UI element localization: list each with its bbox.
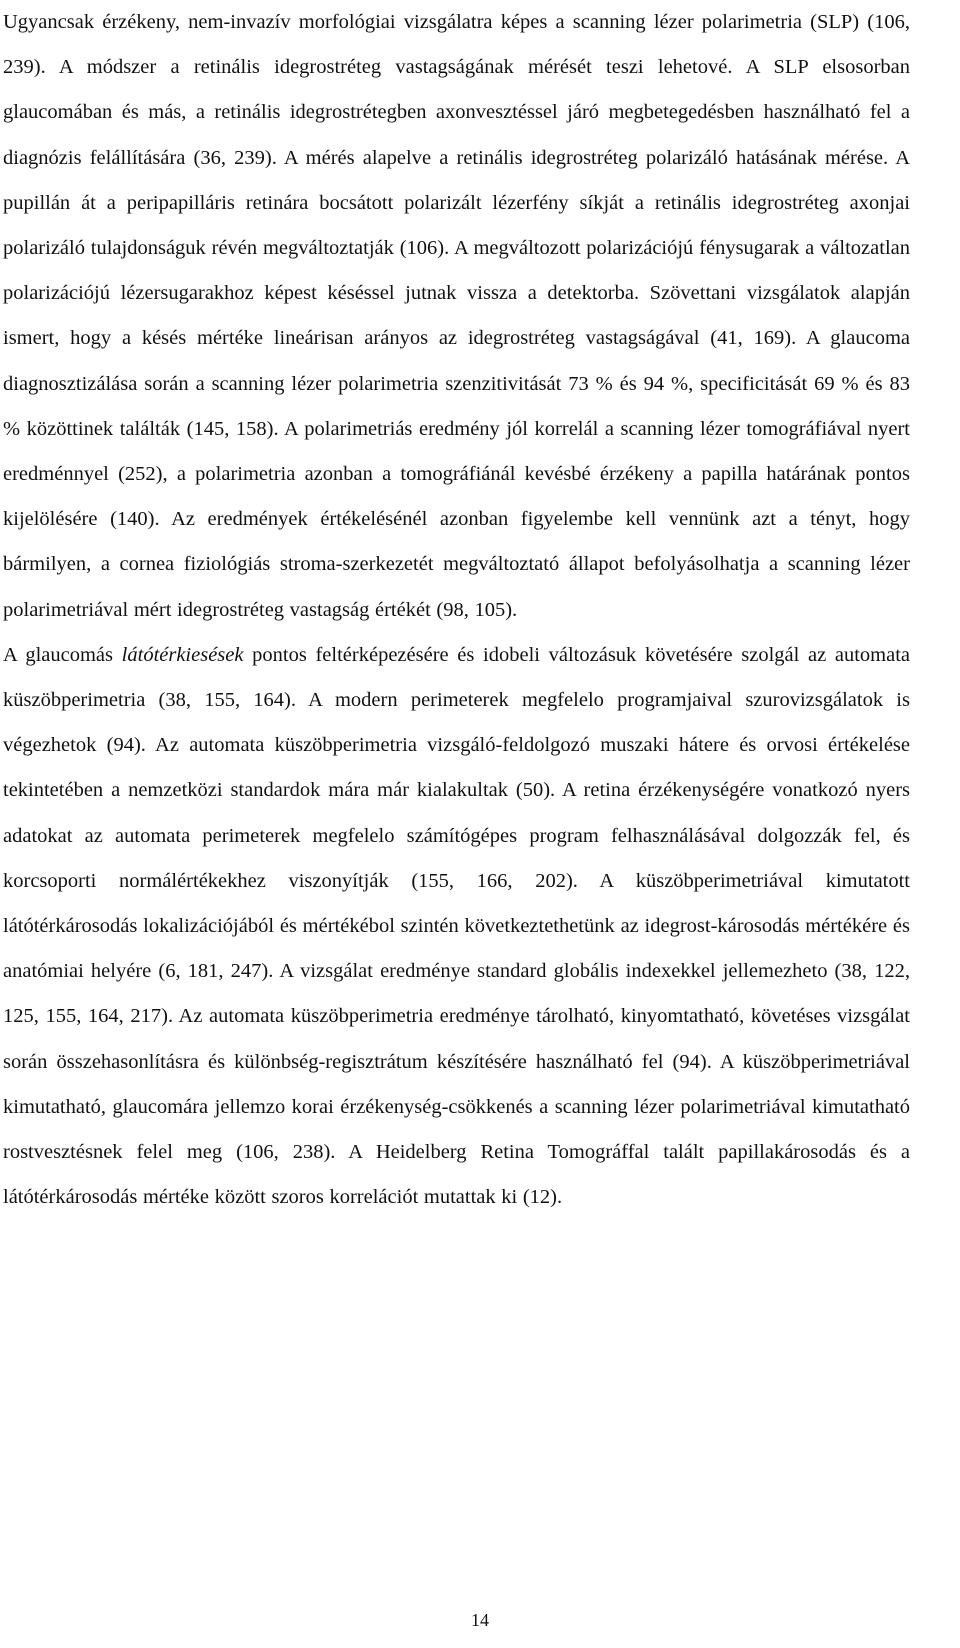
paragraph-perimetry	[3, 633, 910, 1221]
page-number: 14	[471, 1610, 489, 1630]
body-text	[3, 0, 910, 1220]
paragraph-slp	[3, 0, 910, 633]
italic-term: látótérkiesések	[121, 643, 244, 666]
paragraph-text: Ugyancsak érzékeny, nem-invazív morfológiai vizsgálatra képes a scanning lézer polarimetria (SLP) (106, 239). A módszer a retinális idegrostréteg vastagságának mérését teszi lehetové. A SLP elsosorban glaucomában és más, a retinális idegrostrétegben axonvesztéssel járó megbetegedésben használható fel a diagnózis felállítására (36, 239). A mérés alapelve a retinális idegrostréteg polarizáló hatásának mérése. A pupillán át a peripapilláris retinára bocsátott polarizált lézerfény síkját a retinális idegrostréteg axonjai polarizáló tulajdonságuk révén megváltoztatják (106). A megváltozott polarizációjú fénysugarak a változatlan polarizációjú lézersugarakhoz képest késéssel jutnak vissza a detektorba. Szövettani vizsgálatok alapján ismert, hogy a késés mértéke lineárisan arányos az idegrostréteg vastagságával (41, 169). A glaucoma diagnosztizálása során a scanning lézer polarimetria szenzitivitását 73 % és 94 %, specificitását 69 % és 83 % közöttinek találták (145, 158). A polarimetriás eredmény jól korrelál a scanning lézer tomográfiával nyert eredménnyel (252), a polarimetria azonban a tomográfiánál kevésbé érzékeny a papilla határának pontos kijelölésére (140). Az eredmények értékelésénél azonban figyelembe kell vennünk azt a tényt, hogy bármilyen, a cornea fiziológiás stroma-szerkezetét megváltoztató állapot befolyásolhatja a scanning lézer polarimetriával mért idegrostréteg vastagság értékét (98, 105).	[3, 11, 910, 621]
paragraph-text: pontos feltérképezésére és idobeli változásuk követésére szolgál az automata küszöbperimetria (38, 155, 164). A modern perimeterek megfelelo programjaival szurovizsgálatok is végezhetok (94). Az automata küszöbperimetria vizsgáló-feldolgozó muszaki hátere és orvosi értékelése tekintetében a nemzetközi standardok mára már kialakultak (50). A retina érzékenységére vonatkozó nyers adatokat az automata perimeterek megfelelo számítógépes program felhasználásával dolgozzák fel, és korcsoporti normálértékekhez viszonyítják (155, 166, 202). A küszöbperimetriával kimutatott látótérkárosodás lokalizációjából és mértékébol szintén következtethetünk az idegrost-károsodás mértékére és anatómiai helyére (6, 181, 247). A vizsgálat eredménye standard globális indexekkel jellemezheto (38, 122, 125, 155, 164, 217). Az automata küszöbperimetria eredménye tárolható, kinyomtatható, követéses vizsgálat során összehasonlításra és különbség-regisztrátum készítésére használható fel (94). A küszöbperimetriával kimutatható, glaucomára jellemzo korai érzékenység-csökkenés a scanning lézer polarimetriával kimutatható rostvesztésnek felel meg (106, 238). A Heidelberg Retina Tomográffal talált papillakárosodás és a látótérkárosodás mértéke között szoros korrelációt mutattak ki (12).	[3, 643, 910, 1209]
paragraph-text: A glaucomás	[3, 643, 122, 666]
